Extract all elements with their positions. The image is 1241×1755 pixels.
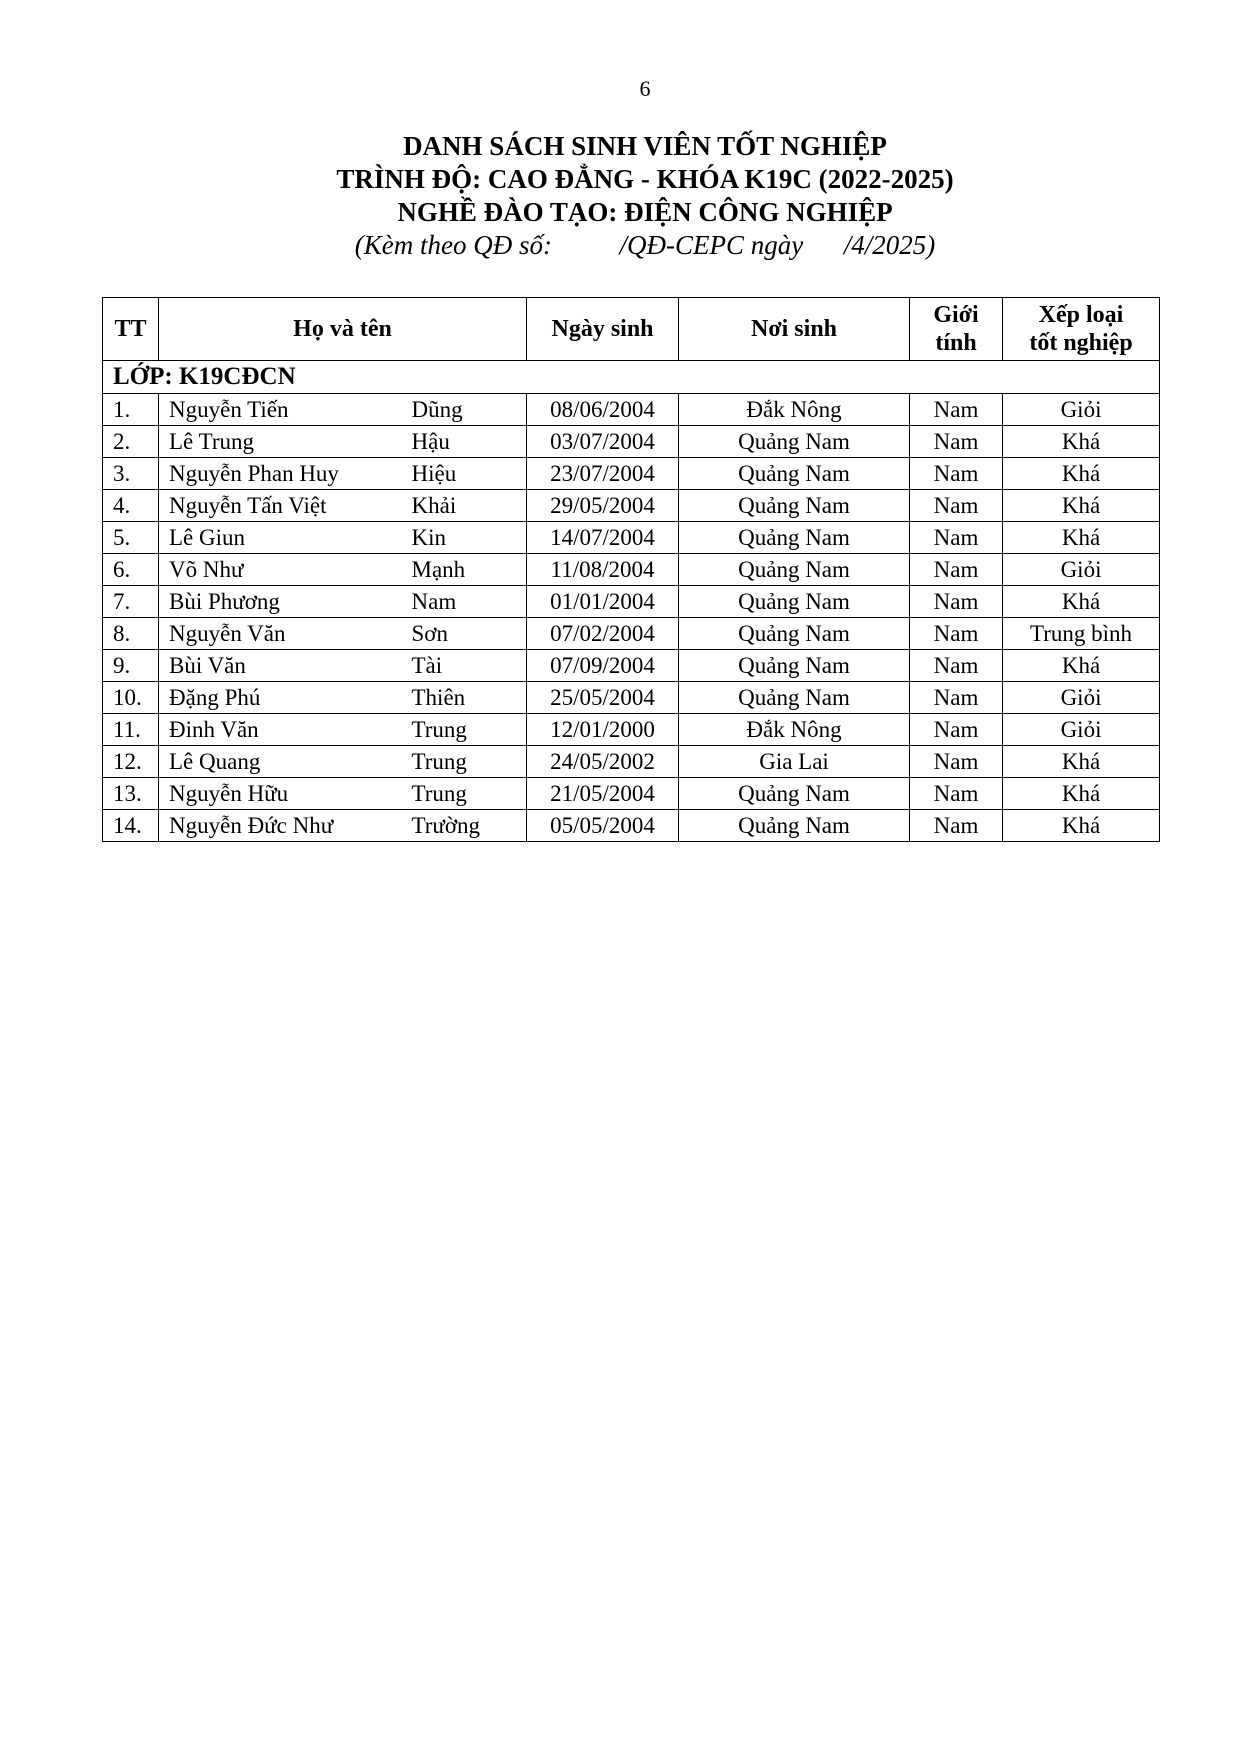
cell-gender: Nam [910,426,1003,458]
cell-gender: Nam [910,458,1003,490]
cell-birthplace: Quảng Nam [679,650,910,682]
table-row [103,522,1160,554]
cell-dob: 07/09/2004 [527,650,679,682]
cell-given-name: Nguyễn Đức Như [159,810,412,842]
cell-given-name: Bùi Phương [159,586,412,618]
cell-tt: 11. [103,714,159,746]
cell-gender: Nam [910,618,1003,650]
cell-grade: Khá [1003,458,1160,490]
table-row [103,650,1160,682]
cell-grade: Giỏi [1003,394,1160,426]
table-row [103,426,1160,458]
cell-birthplace: Quảng Nam [679,426,910,458]
cell-tt: 10. [103,682,159,714]
cell-dob: 25/05/2004 [527,682,679,714]
document-header [0,130,1241,262]
cell-given-name: Nguyễn Tấn Việt [159,490,412,522]
cell-family-name: Hiệu [412,458,527,490]
class-row [103,361,1160,394]
cell-family-name: Trường [412,810,527,842]
header-gender-line2: tính [935,330,977,356]
header-gender [910,298,1003,361]
cell-gender: Nam [910,714,1003,746]
graduate-table [102,297,1160,842]
cell-given-name: Lê Trung [159,426,412,458]
cell-dob: 29/05/2004 [527,490,679,522]
cell-family-name: Thiên [412,682,527,714]
cell-tt: 6. [103,554,159,586]
cell-birthplace: Quảng Nam [679,490,910,522]
cell-grade: Khá [1003,490,1160,522]
cell-gender: Nam [910,490,1003,522]
cell-family-name: Dũng [412,394,527,426]
cell-tt: 1. [103,394,159,426]
cell-gender: Nam [910,554,1003,586]
cell-dob: 24/05/2002 [527,746,679,778]
cell-grade: Khá [1003,810,1160,842]
cell-dob: 21/05/2004 [527,778,679,810]
cell-grade: Trung bình [1003,618,1160,650]
cell-dob: 23/07/2004 [527,458,679,490]
document-title: DANH SÁCH SINH VIÊN TỐT NGHIỆP [403,131,887,161]
table-row [103,746,1160,778]
cell-tt: 12. [103,746,159,778]
cell-birthplace: Quảng Nam [679,682,910,714]
table-row [103,458,1160,490]
cell-gender: Nam [910,746,1003,778]
cell-grade: Giỏi [1003,554,1160,586]
cell-tt: 8. [103,618,159,650]
header-birthplace: Nơi sinh [679,298,910,361]
cell-family-name: Mạnh [412,554,527,586]
cell-tt: 7. [103,586,159,618]
cell-birthplace: Đắk Nông [679,394,910,426]
cell-family-name: Nam [412,586,527,618]
header-gender-line1: Giới [933,302,979,328]
cell-given-name: Nguyễn Tiến [159,394,412,426]
cell-grade: Khá [1003,586,1160,618]
table-row [103,554,1160,586]
cell-family-name: Kin [412,522,527,554]
cell-family-name: Trung [412,746,527,778]
class-label: LỚP: K19CĐCN [103,361,1160,394]
cell-tt: 2. [103,426,159,458]
cell-grade: Khá [1003,650,1160,682]
cell-tt: 3. [103,458,159,490]
header-tt: TT [103,298,159,361]
cell-given-name: Nguyễn Hữu [159,778,412,810]
cell-birthplace: Quảng Nam [679,810,910,842]
cell-given-name: Đặng Phú [159,682,412,714]
table-row [103,714,1160,746]
cell-dob: 07/02/2004 [527,618,679,650]
decision-reference: (Kèm theo QĐ số: /QĐ-CEPC ngày /4/2025) [354,230,936,260]
cell-gender: Nam [910,778,1003,810]
cell-birthplace: Quảng Nam [679,554,910,586]
cell-grade: Khá [1003,426,1160,458]
cell-grade: Giỏi [1003,714,1160,746]
cell-birthplace: Quảng Nam [679,586,910,618]
cell-tt: 13. [103,778,159,810]
cell-birthplace: Quảng Nam [679,522,910,554]
training-level: TRÌNH ĐỘ: CAO ĐẲNG - KHÓA K19C (2022-2025) [336,164,954,194]
table-row [103,682,1160,714]
cell-birthplace: Quảng Nam [679,458,910,490]
cell-given-name: Lê Giun [159,522,412,554]
cell-grade: Giỏi [1003,682,1160,714]
cell-family-name: Sơn [412,618,527,650]
table-row [103,394,1160,426]
table-header-row [103,298,1160,361]
header-dob: Ngày sinh [527,298,679,361]
cell-given-name: Nguyễn Văn [159,618,412,650]
table-row [103,778,1160,810]
cell-gender: Nam [910,586,1003,618]
cell-birthplace: Đắk Nông [679,714,910,746]
cell-family-name: Tài [412,650,527,682]
cell-family-name: Trung [412,714,527,746]
header-grade-line2: tốt nghiệp [1029,330,1133,356]
cell-birthplace: Quảng Nam [679,618,910,650]
header-name: Họ và tên [159,298,527,361]
cell-family-name: Hậu [412,426,527,458]
cell-tt: 5. [103,522,159,554]
cell-gender: Nam [910,650,1003,682]
cell-tt: 4. [103,490,159,522]
header-grade-line1: Xếp loại [1038,302,1124,328]
training-trade: NGHỀ ĐÀO TẠO: ĐIỆN CÔNG NGHIỆP [397,197,893,227]
cell-family-name: Khải [412,490,527,522]
cell-tt: 14. [103,810,159,842]
cell-gender: Nam [910,682,1003,714]
cell-grade: Khá [1003,778,1160,810]
cell-grade: Khá [1003,522,1160,554]
cell-given-name: Nguyễn Phan Huy [159,458,412,490]
cell-dob: 08/06/2004 [527,394,679,426]
header-grade [1003,298,1160,361]
cell-dob: 03/07/2004 [527,426,679,458]
cell-given-name: Đinh Văn [159,714,412,746]
cell-birthplace: Quảng Nam [679,778,910,810]
table-row [103,586,1160,618]
cell-tt: 9. [103,650,159,682]
table-row [103,490,1160,522]
cell-given-name: Lê Quang [159,746,412,778]
cell-given-name: Võ Như [159,554,412,586]
cell-given-name: Bùi Văn [159,650,412,682]
cell-grade: Khá [1003,746,1160,778]
cell-family-name: Trung [412,778,527,810]
table-row [103,810,1160,842]
table-row [103,618,1160,650]
cell-gender: Nam [910,394,1003,426]
cell-dob: 01/01/2004 [527,586,679,618]
cell-dob: 05/05/2004 [527,810,679,842]
cell-dob: 11/08/2004 [527,554,679,586]
cell-gender: Nam [910,522,1003,554]
cell-dob: 12/01/2000 [527,714,679,746]
cell-gender: Nam [910,810,1003,842]
cell-dob: 14/07/2004 [527,522,679,554]
page-number: 6 [639,76,651,101]
cell-birthplace: Gia Lai [679,746,910,778]
